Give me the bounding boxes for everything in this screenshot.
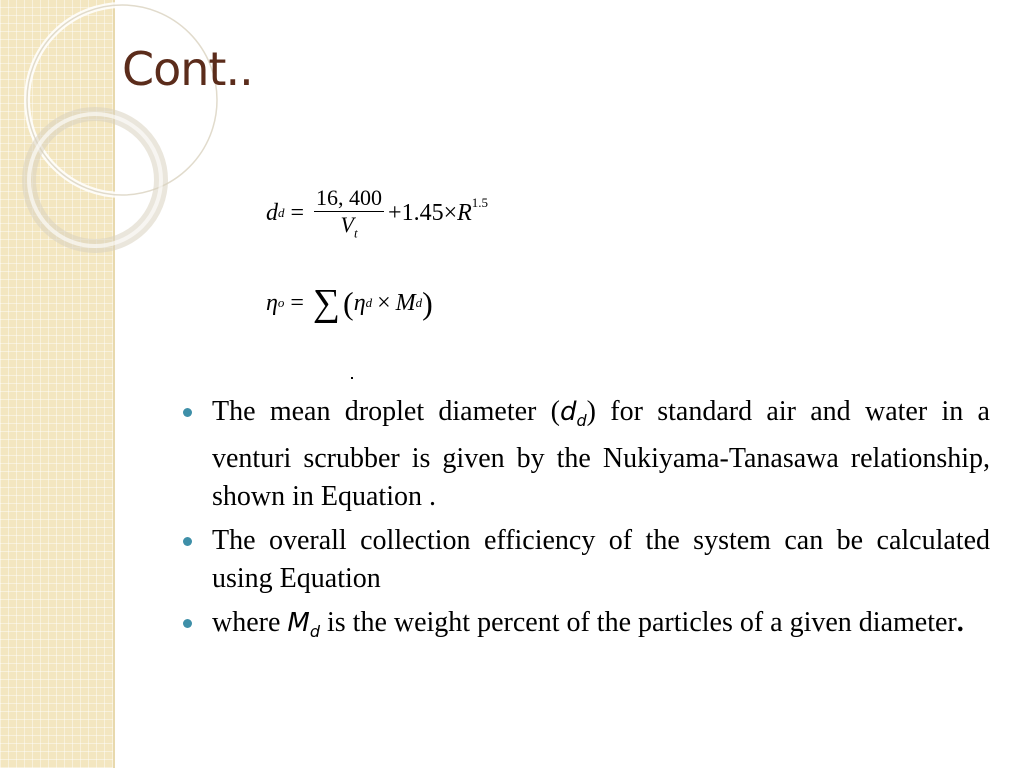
eq2-eta-sub: d	[365, 295, 373, 310]
bullet-item: The mean droplet diameter $(d_d)$ for standard air and water in a venturi scrubber is given by the Nukiyama-Tanasawa relationship, shown in Equation .	[182, 393, 990, 516]
slide-title: Cont..	[122, 42, 253, 96]
eq2-lhs-sub: o	[277, 295, 285, 310]
bullet-item: where $M_d$ is the weight percent of the particles of a given diameter.	[182, 604, 990, 651]
eq2-lhs: η	[266, 289, 278, 316]
symbol-md: $M_d$	[287, 608, 320, 642]
eq2-m-sub: d	[415, 295, 423, 310]
symbol-dd: $d_d$	[559, 397, 587, 431]
eq1-numerator: 16, 400	[316, 184, 383, 210]
eq1-fraction	[314, 185, 384, 241]
eq2-m: M	[395, 289, 416, 316]
equation-overall-efficiency: η o = ∑ ( η d × M d )	[266, 282, 433, 324]
eq1-plus-term: +1.45×	[388, 199, 458, 226]
bullet-item: The overall collection efficiency of the system can be calculated using Equation	[182, 522, 990, 598]
decorative-rings	[0, 0, 260, 260]
stray-mark	[351, 377, 353, 379]
eq1-exponent: 1.5	[471, 195, 489, 210]
bullet-list	[182, 393, 990, 657]
equation-droplet-diameter: d d = $\frac{16, 400}{V_t}$ +1.45× R 1.5	[266, 184, 489, 241]
eq1-lhs-sub: d	[278, 205, 285, 220]
eq1-denominator: $V_t$	[340, 211, 358, 241]
eq2-times: ×	[377, 289, 391, 316]
eq1-lhs: d	[266, 199, 278, 226]
eq2-eta: η	[353, 289, 366, 316]
eq1-r: R	[457, 199, 472, 226]
eq2-sum-symbol: ∑	[312, 282, 341, 324]
